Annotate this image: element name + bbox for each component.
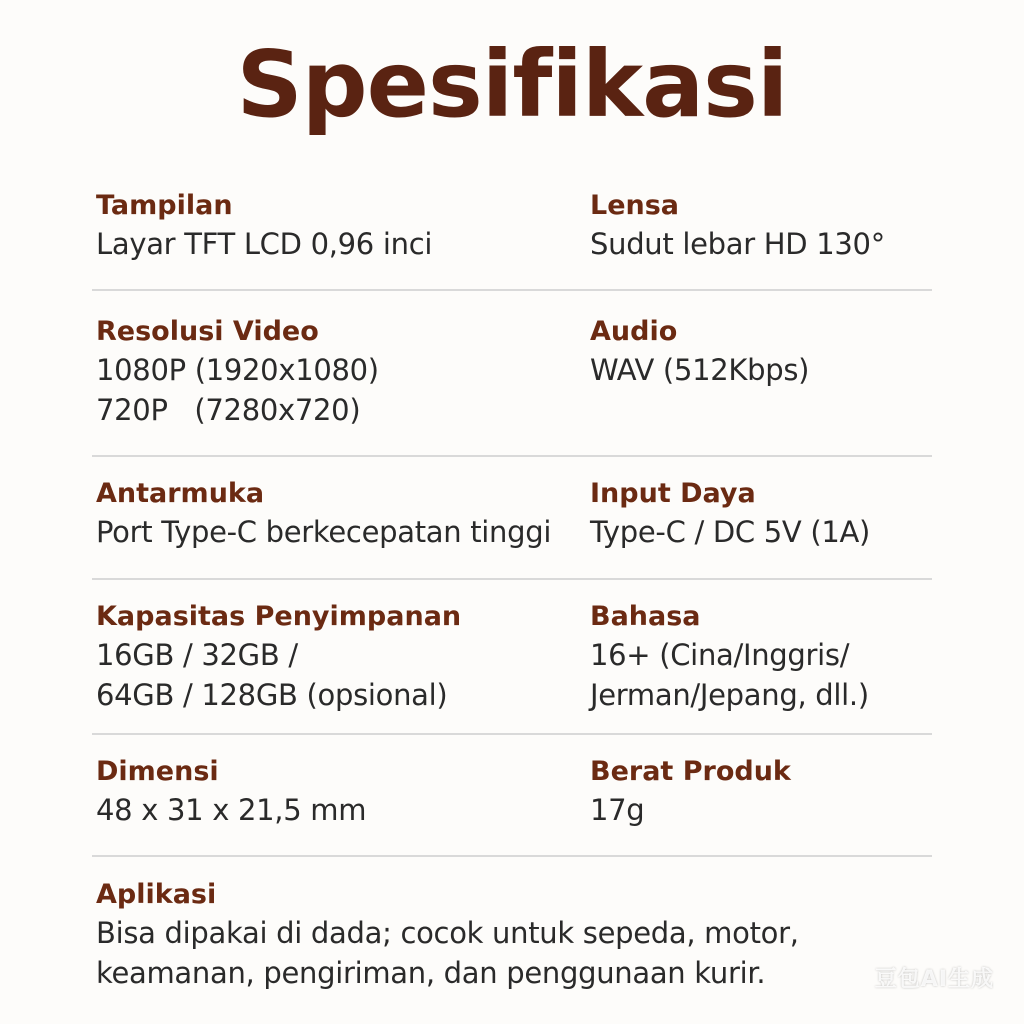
- divider: [92, 455, 932, 457]
- spec-label: Input Daya: [590, 478, 756, 509]
- spec-label: Kapasitas Penyimpanan: [96, 601, 462, 632]
- spec-application: [96, 877, 936, 993]
- spec-value: 16+ (Cina/Inggris/ Jerman/Jepang, dll.): [590, 638, 869, 712]
- spec-label: Dimensi: [96, 756, 219, 787]
- divider: [92, 733, 932, 735]
- spec-power-input: [590, 476, 936, 552]
- divider: [92, 289, 932, 291]
- spec-label: Berat Produk: [590, 756, 791, 787]
- spec-label: Audio: [590, 316, 678, 347]
- spec-value: 48 x 31 x 21,5 mm: [96, 793, 367, 827]
- divider: [92, 578, 932, 580]
- spec-label: Bahasa: [590, 601, 701, 632]
- spec-interface: [96, 476, 584, 552]
- watermark: 豆包AI生成: [874, 967, 994, 992]
- spec-language: [590, 599, 936, 715]
- spec-value: 16GB / 32GB / 64GB / 128GB (opsional): [96, 638, 448, 712]
- spec-label: Antarmuka: [96, 478, 265, 509]
- spec-label: Aplikasi: [96, 879, 217, 910]
- divider: [92, 855, 932, 857]
- spec-value: Sudut lebar HD 130°: [590, 227, 885, 261]
- spec-storage: [96, 599, 584, 715]
- page-title: Spesifikasi: [236, 31, 788, 138]
- spec-lens: [590, 188, 936, 264]
- spec-value: 1080P (1920x1080) 720P (7280x720): [96, 353, 379, 427]
- spec-dimension: [96, 754, 584, 830]
- spec-value: Port Type-C berkecepatan tinggi: [96, 515, 552, 549]
- spec-weight: [590, 754, 936, 830]
- spec-label: Tampilan: [96, 190, 233, 221]
- spec-value: Bisa dipakai di dada; cocok untuk sepeda, motor, keamanan, pengiriman, dan penggunaan kurir.: [96, 916, 799, 990]
- spec-video-resolution: [96, 314, 584, 430]
- spec-audio: [590, 314, 936, 390]
- spec-label: Resolusi Video: [96, 316, 319, 347]
- spec-display: [96, 188, 584, 264]
- spec-value: Type-C / DC 5V (1A): [590, 515, 871, 549]
- spec-value: WAV (512Kbps): [590, 353, 810, 387]
- spec-label: Lensa: [590, 190, 680, 221]
- spec-value: 17g: [590, 793, 645, 827]
- spec-value: Layar TFT LCD 0,96 inci: [96, 227, 433, 261]
